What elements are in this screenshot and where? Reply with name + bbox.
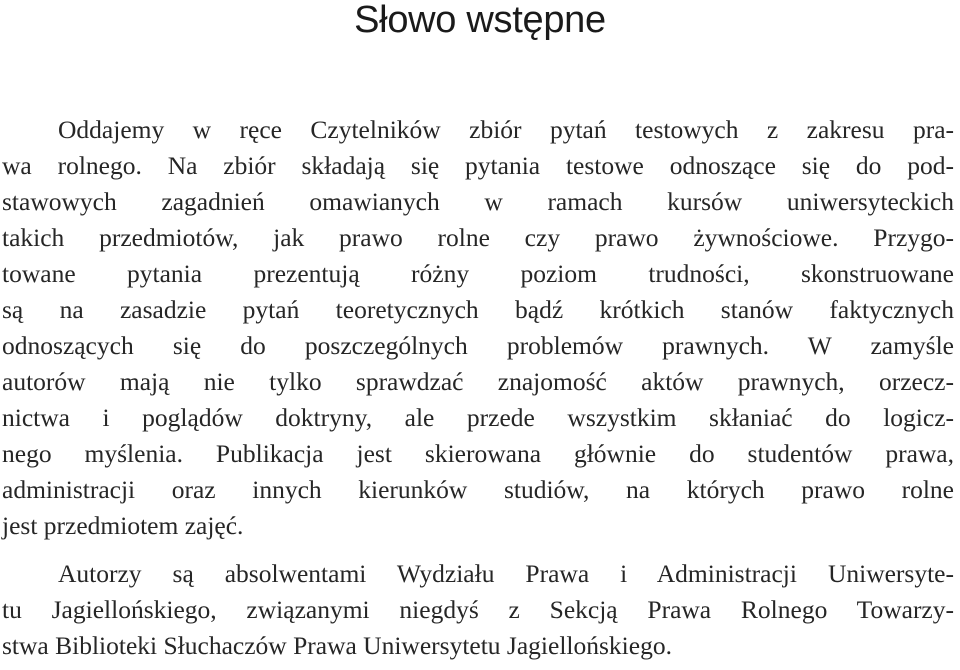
text-line: autorów mają nie tylko sprawdzać znajomość aktów prawnych, orzecz- (2, 367, 954, 396)
text-line: nego myślenia. Publikacja jest skierowana głównie do studentów prawa, (2, 439, 954, 468)
text-line: odnoszących się do poszczególnych problemów prawnych. W zamyśle (2, 331, 954, 360)
text-line: są na zasadzie pytań teoretycznych bądź krótkich stanów faktycznych (2, 295, 954, 324)
text-line: towane pytania prezentują różny poziom trudności, skonstruowane (2, 259, 954, 288)
page-title: Słowo wstępne (354, 0, 606, 41)
text-line: stwa Biblioteki Słuchaczów Prawa Uniwersytetu Jagiellońskiego. (2, 631, 672, 660)
text-line: wa rolnego. Na zbiór składają się pytania testowe odnoszące się do pod- (2, 151, 954, 180)
text-line: jest przedmiotem zajęć. (2, 511, 244, 540)
text-line: Autorzy są absolwentami Wydziału Prawa i Administracji Uniwersyte- (58, 559, 954, 588)
text-line: nictwa i poglądów doktryny, ale przede wszystkim skłaniać do logicz- (2, 403, 954, 432)
text-line: administracji oraz innych kierunków studiów, na których prawo rolne (2, 475, 954, 504)
text-line: tu Jagiellońskiego, związanymi niegdyś z Sekcją Prawa Rolnego Towarzy- (2, 595, 954, 624)
text-line: Oddajemy w ręce Czytelników zbiór pytań testowych z zakresu pra- (58, 115, 954, 144)
text-line: takich przedmiotów, jak prawo rolne czy prawo żywnościowe. Przygo- (2, 223, 954, 252)
text-line: stawowych zagadnień omawianych w ramach kursów uniwersyteckich (2, 187, 954, 216)
